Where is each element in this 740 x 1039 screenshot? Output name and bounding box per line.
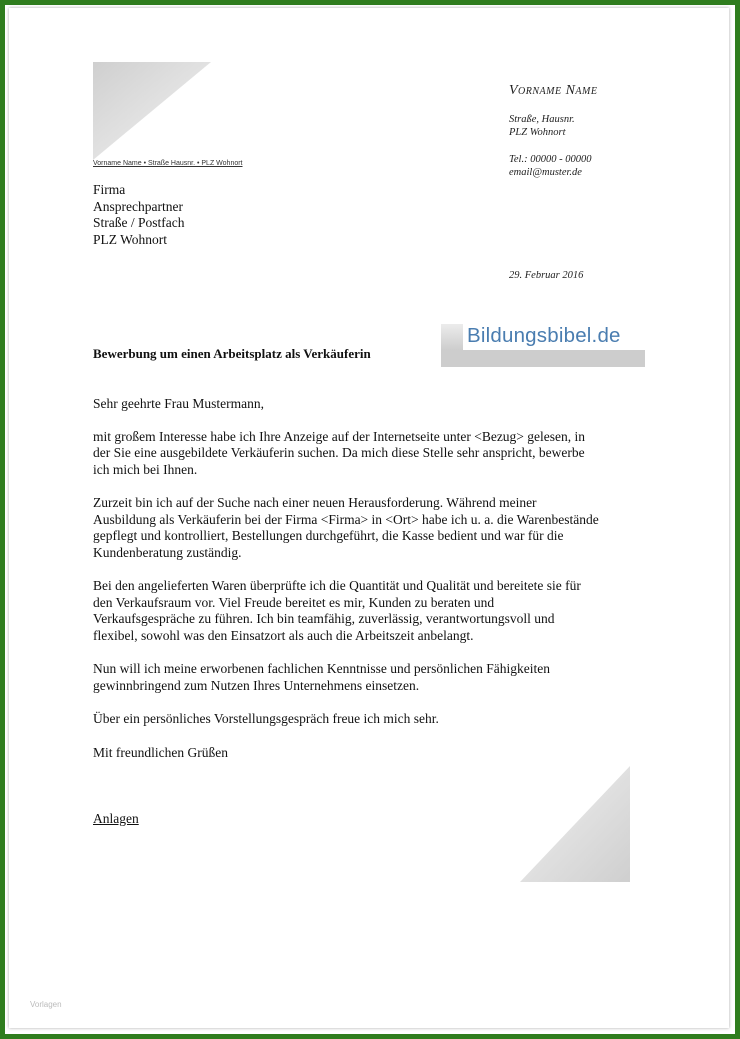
footer-watermark: Vorlagen (30, 1000, 62, 1009)
paragraph-5 (93, 711, 653, 728)
letter-date: 29. Februar 2016 (509, 270, 584, 281)
paragraph-line: flexibel, sowohl was den Einsatzort als auch die Arbeitszeit anbelangt. (93, 627, 474, 643)
sender-city: PLZ Wohnort (509, 127, 566, 138)
recipient-city: PLZ Wohnort (93, 231, 168, 247)
watermark-logo (441, 322, 645, 367)
letter-body (93, 396, 653, 845)
closing: Mit freundlichen Grüßen (93, 744, 228, 760)
paragraph-line: Ausbildung als Verkäuferin bei der Firma <Firma> in <Ort> habe ich u. a. die Warenbestände (93, 511, 599, 527)
watermark-accent (441, 324, 463, 350)
recipient-street: Straße / Postfach (93, 215, 185, 230)
sender-email: email@muster.de (509, 167, 582, 178)
sender-street: Straße, Hausnr. (509, 114, 575, 125)
paragraph-2 (93, 495, 653, 561)
return-address-line: Vorname Name • Straße Hausnr. • PLZ Wohnort (93, 160, 243, 167)
paragraph-line: Über ein persönliches Vorstellungsgespräch freue ich mich sehr. (93, 711, 439, 726)
sender-phone: Tel.: 00000 - 00000 (509, 154, 592, 165)
recipient-contact: Ansprechpartner (93, 198, 183, 214)
watermark-text: Bildungsbibel.de (467, 324, 621, 347)
sender-name: Vorname Name (509, 83, 598, 98)
paragraph-3 (93, 578, 653, 644)
paragraph-line: ich mich bei Ihnen. (93, 461, 198, 477)
sender-block (509, 84, 597, 179)
paragraph-1 (93, 429, 653, 479)
salutation: Sehr geehrte Frau Mustermann, (93, 396, 264, 411)
paragraph-line: gewinnbringend zum Nutzen Ihres Unternehmens einsetzen. (93, 677, 420, 693)
paragraph-4 (93, 661, 653, 694)
decorative-triangle-top-left (93, 62, 211, 160)
paragraph-line: den Verkaufsraum vor. Viel Freude bereitet es mir, Kunden zu beraten und (93, 594, 495, 610)
paragraph-line: Nun will ich meine erworbenen fachlichen Kenntnisse und persönlichen Fähigkeiten (93, 661, 550, 676)
paragraph-line: Kundenberatung zuständig. (93, 544, 242, 560)
paragraph-line: mit großem Interesse habe ich Ihre Anzeige auf der Internetseite unter <Bezug> gelesen, in (93, 428, 586, 444)
paragraph-line: Bei den angelieferten Waren überprüfte ich die Quantität und Qualität und bereitete sie für (93, 578, 581, 593)
recipient-block (93, 182, 184, 248)
watermark-bar (441, 350, 645, 367)
attachments-label: Anlagen (93, 811, 139, 826)
paragraph-line: Verkaufsgespräche zu führen. Ich bin teamfähig, zuverlässig, verantwortungsvoll und (93, 611, 555, 626)
paragraph-line: der Sie eine ausgebildete Verkäuferin suchen. Da mich diese Stelle sehr anspricht, bewerbe (93, 445, 585, 460)
recipient-company: Firma (93, 182, 126, 197)
letter-subject: Bewerbung um einen Arbeitsplatz als Verkäuferin (93, 346, 371, 361)
paragraph-line: gepflegt und kontrolliert, Bestellungen durchgeführt, die Kasse bedient und war für die (93, 528, 564, 543)
paragraph-line: Zurzeit bin ich auf der Suche nach einer neuen Herausforderung. Während meiner (93, 495, 537, 510)
